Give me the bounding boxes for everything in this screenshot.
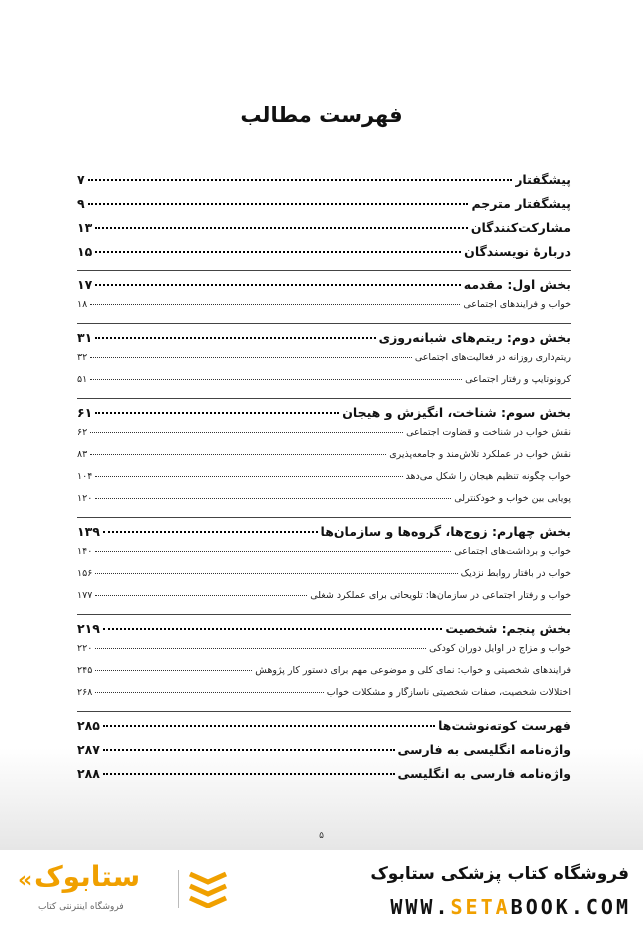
toc-page-number: ۱۴۰ (77, 546, 93, 557)
toc-page-number: ۱۷۷ (77, 590, 93, 601)
toc-entry-title: نقش خواب در عملکرد تلاش‌مند و جامعه‌پذیری (389, 449, 571, 460)
toc-entry-title: خواب چگونه تنظیم هیجان را شکل می‌دهد (405, 471, 571, 482)
toc-page-number: ۲۶۸ (77, 687, 93, 698)
toc-subentry[interactable] (77, 665, 571, 687)
toc-page-number: ۲۸۵ (77, 718, 100, 733)
toc-page-number: ۸۳ (77, 449, 88, 460)
toc-page-number: ۲۸۸ (77, 766, 100, 781)
toc-subentry[interactable] (77, 687, 571, 709)
toc-section[interactable] (77, 621, 571, 643)
toc-entry[interactable] (77, 766, 571, 790)
toc-entry[interactable] (77, 718, 571, 742)
toc-entry-title: فرایندهای شخصیتی و خواب: نمای کلی و موضوعی مهم برای دستور کار پژوهش (255, 665, 571, 676)
url-prefix: WWW. (390, 895, 451, 919)
toc-subentry[interactable] (77, 427, 571, 449)
toc-page-number: ۲۱۹ (77, 621, 100, 636)
dot-leader (95, 692, 323, 693)
toc-entry-title: بخش پنجم: شخصیت (445, 621, 571, 636)
toc-subentry[interactable] (77, 493, 571, 515)
toc-entry-title: بخش سوم: شناخت، انگیزش و هیجان (342, 405, 571, 420)
section-rule (77, 270, 571, 271)
dot-leader (95, 412, 339, 414)
toc-subentry[interactable] (77, 449, 571, 471)
toc-page-number: ۱۵ (77, 244, 93, 259)
toc-entry-title: ریتم‌داری روزانه در فعالیت‌های اجتماعی (414, 352, 571, 363)
dot-leader (95, 670, 252, 671)
toc-entry-title: واژه‌نامه انگلیسی به فارسی (397, 742, 571, 757)
dot-leader (95, 573, 457, 574)
toc-subentry[interactable] (77, 471, 571, 493)
toc-entry-title: کرونوتایپ و رفتار اجتماعی (465, 374, 571, 385)
section-rule (77, 398, 571, 399)
dot-leader (103, 749, 395, 751)
toc-page-number: ۱۰۴ (77, 471, 93, 482)
section-rule (77, 517, 571, 518)
toc-entry-title: مشارکت‌کنندگان (470, 220, 571, 235)
dot-leader (88, 203, 469, 205)
toc-entry[interactable] (77, 244, 571, 268)
url-suffix: BOOK.COM (510, 895, 631, 919)
dot-leader (88, 179, 513, 181)
toc-subentry[interactable] (77, 374, 571, 396)
toc-subentry[interactable] (77, 352, 571, 374)
toc-entry-title: پویایی بین خواب و خودکنترلی (454, 493, 571, 504)
toc-entry-title: بخش اول: مقدمه (463, 277, 571, 292)
toc-entry-title: خواب و برداشت‌های اجتماعی (454, 546, 571, 557)
toc-entry-title: خواب و مزاج در اوایل دوران کودکی (429, 643, 571, 654)
toc-page-number: ۱۵۶ (77, 568, 93, 579)
dot-leader (90, 304, 460, 305)
toc-entry[interactable] (77, 196, 571, 220)
toc-subentry[interactable] (77, 590, 571, 612)
dot-leader (95, 551, 451, 552)
toc-subentry[interactable] (77, 299, 571, 321)
toc-page-number: ۲۲۰ (77, 643, 93, 654)
dot-leader (90, 432, 403, 433)
toc-entry-title: پیشگفتار (515, 172, 571, 187)
toc-page-number: ۷ (77, 172, 85, 187)
dot-leader (95, 476, 402, 477)
dot-leader (95, 498, 451, 499)
toc-section[interactable] (77, 277, 571, 299)
toc-page-number: ۱۲۰ (77, 493, 93, 504)
dot-leader (95, 251, 461, 253)
toc-subentry[interactable] (77, 568, 571, 590)
table-of-contents (77, 172, 571, 790)
toc-entry[interactable] (77, 220, 571, 244)
store-url[interactable] (390, 895, 631, 919)
section-rule (77, 614, 571, 615)
section-rule (77, 323, 571, 324)
dot-leader (95, 337, 375, 339)
url-highlight: SETA (450, 895, 511, 919)
toc-entry-title: پیشگفتار مترجم (471, 196, 571, 211)
toc-section[interactable] (77, 330, 571, 352)
toc-entry-title: بخش دوم: ریتم‌های شبانه‌روزی (378, 330, 571, 345)
toc-page-number: ۲۴۵ (77, 665, 93, 676)
chevrons-icon: « (18, 868, 33, 893)
toc-page-number: ۱۸ (77, 299, 88, 310)
section-rule (77, 711, 571, 712)
store-logo-text: ستابوک (34, 860, 141, 893)
store-banner (0, 850, 643, 926)
toc-entry-title: خواب و رفتار اجتماعی در سازمان‌ها: تلویحاتی برای عملکرد شغلی (310, 590, 571, 601)
toc-subentry[interactable] (77, 546, 571, 568)
toc-page-number: ۱۳۹ (77, 524, 100, 539)
dot-leader (103, 773, 395, 775)
toc-entry-title: اختلالات شخصیت، صفات شخصیتی ناسازگار و مشکلات خواب (326, 687, 571, 698)
toc-page-number: ۹ (77, 196, 85, 211)
dot-leader (95, 648, 426, 649)
toc-entry[interactable] (77, 742, 571, 766)
toc-section[interactable] (77, 524, 571, 546)
page-title: فهرست مطالب (240, 103, 403, 127)
dot-leader (103, 628, 442, 630)
dot-leader (103, 725, 435, 727)
store-logo-subtitle: فروشگاه اینترنتی کتاب (38, 902, 124, 912)
dot-leader (90, 454, 386, 455)
page-number: ۵ (319, 831, 324, 841)
dot-leader (95, 284, 460, 286)
toc-entry-title: بخش چهارم: زوج‌ها، گروه‌ها و سازمان‌ها (320, 524, 571, 539)
toc-page-number: ۶۱ (77, 405, 93, 420)
book-stack-icon (186, 868, 230, 908)
toc-page-number: ۳۱ (77, 330, 93, 345)
dot-leader (95, 595, 307, 596)
toc-page-number: ۳۲ (77, 352, 88, 363)
toc-page-number: ۵۱ (77, 374, 88, 385)
dot-leader (95, 227, 468, 229)
toc-page-number: ۲۸۷ (77, 742, 100, 757)
divider (178, 870, 179, 908)
toc-entry-title: خواب و فرایندهای اجتماعی (463, 299, 571, 310)
dot-leader (103, 531, 318, 533)
toc-entry-title: نقش خواب در شناخت و قضاوت اجتماعی (406, 427, 571, 438)
toc-page-number: ۱۳ (77, 220, 93, 235)
toc-page-number: ۱۷ (77, 277, 93, 292)
dot-leader (90, 357, 412, 358)
toc-subentry[interactable] (77, 643, 571, 665)
toc-entry-title: فهرست کوته‌نوشت‌ها (438, 718, 571, 733)
store-name: فروشگاه کتاب پزشکی ستابوک (370, 864, 629, 884)
toc-entry-title: دربارهٔ نویسندگان (464, 244, 571, 259)
dot-leader (90, 379, 462, 380)
toc-entry-title: خواب در بافتار روابط نزدیک (460, 568, 571, 579)
toc-entry-title: واژه‌نامه فارسی به انگلیسی (397, 766, 571, 781)
toc-entry[interactable] (77, 172, 571, 196)
toc-section[interactable] (77, 405, 571, 427)
toc-page-number: ۶۲ (77, 427, 88, 438)
